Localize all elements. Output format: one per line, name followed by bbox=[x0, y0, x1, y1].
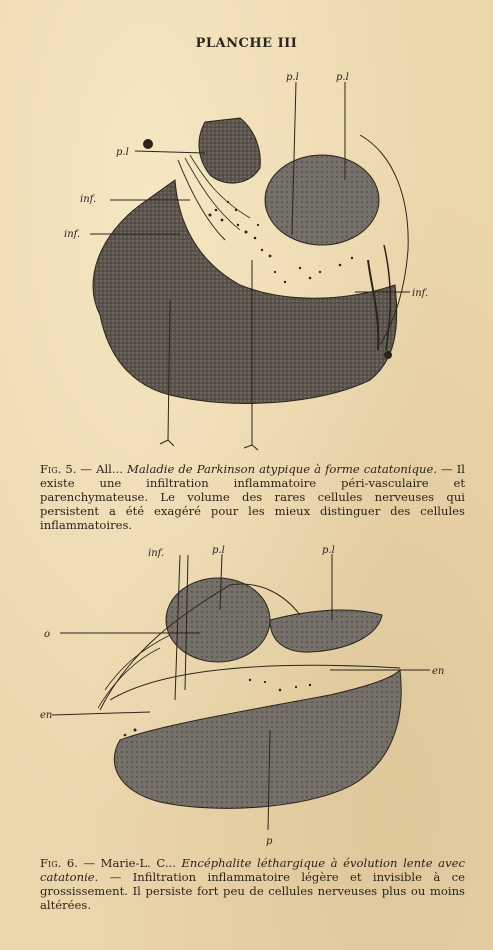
figure-5-upper-wedge bbox=[199, 118, 260, 183]
figure-5-caption-head: Fig. 5. bbox=[40, 462, 77, 476]
figure-5-label: p.l bbox=[116, 147, 129, 158]
figure-6-label: p.l bbox=[322, 545, 335, 556]
figure-6-caption-head: Fig. 6. bbox=[40, 856, 78, 870]
figure-5-round-body bbox=[265, 155, 379, 245]
figure-6-lower-mass bbox=[114, 670, 401, 808]
figure-6-caption-body: — Infiltration inflammatoire légère et invisible à ce grossissement. Il persiste fort peu de cellules nerveuses plus ou moins altérées. bbox=[40, 870, 465, 912]
figure-5-caption bbox=[40, 462, 465, 532]
figure-6-illustration bbox=[0, 540, 493, 850]
figure-5-label: inf. bbox=[412, 288, 429, 299]
plate-title: PLANCHE III bbox=[195, 36, 298, 51]
figure-6-label: o bbox=[44, 629, 51, 640]
figure-6-label: en bbox=[40, 710, 53, 721]
figure-5-label: p.l bbox=[336, 72, 349, 83]
figure-6-label: inf. bbox=[148, 548, 165, 559]
figure-6-label: en bbox=[432, 666, 445, 677]
figure-6-right-lobe bbox=[270, 610, 382, 652]
figure-5-illustration bbox=[0, 60, 493, 460]
figure-6-caption bbox=[40, 856, 465, 912]
figure-5-label: inf. bbox=[64, 229, 81, 240]
figure-5-caption-title: Maladie de Parkinson atypique à forme catatonique. bbox=[126, 462, 438, 476]
figure-5-label: inf. bbox=[80, 194, 97, 205]
figure-6-round-body bbox=[166, 578, 270, 662]
figure-6-label: p.l bbox=[212, 545, 225, 556]
figure-5-caption-body: — Il existe une infiltration inflammatoire péri-vasculaire et parenchymateuse. Le volume des rares cellules nerveuses qui persistent a été exagéré pour les mieux distinguer des cellules inflammatoires. bbox=[40, 462, 465, 532]
figure-6-caption-title: Encéphalite léthargique à évolution lente avec catatonie. bbox=[40, 856, 465, 884]
figure-6-caption-lead: — Marie-L. C... bbox=[77, 856, 182, 870]
figure-6-label: p bbox=[266, 836, 273, 847]
figure-5-caption-lead: — All... bbox=[76, 462, 127, 476]
figure-5-label: p.l bbox=[286, 72, 299, 83]
